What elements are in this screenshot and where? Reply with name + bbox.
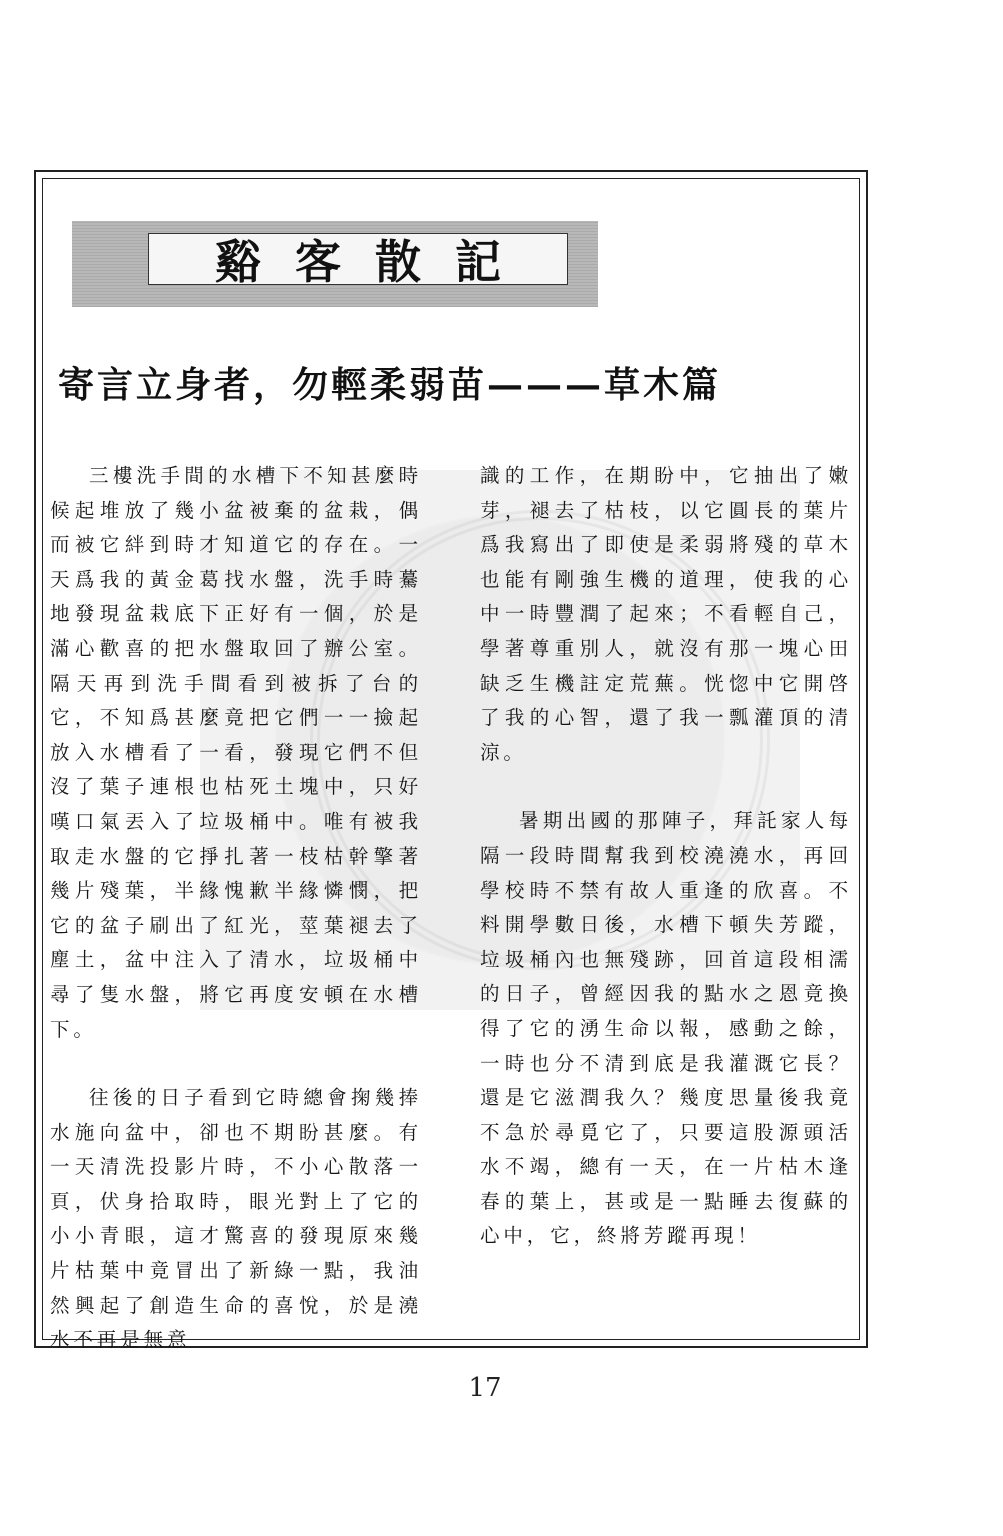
paragraph: 識的工作，在期盼中，它抽出了嫩芽，褪去了枯枝，以它圓長的葉片爲我寫出了即使是柔弱將殘的草木也能有剛強生機的道理，使我的心中一時豐潤了起來；不看輕自己，學著尊重別人，就沒有那一塊心田缺乏生機註定荒蕪。恍惚中它開啓了我的心智，還了我一瓢灌頂的清涼。 (480, 464, 852, 764)
page-number: 17 (468, 1373, 502, 1403)
article-title: 寄言立身者，勿輕柔弱苗———草木篇 (58, 364, 722, 406)
paragraph: 三樓洗手間的水槽下不知甚麼時候起堆放了幾小盆被棄的盆栽，偶而被它絆到時才知道它的存在。一天爲我的黃金葛找水盤，洗手時驀地發現盆栽底下正好有一個，於是滿心歡喜的把水盤取回了辦公室。隔天再到洗手間看到被拆了台的它，不知爲甚麼竟把它們一一撿起放入水槽看了一看，發現它們不但沒了葉子連根也枯死土塊中，只好嘆口氣丟入了垃圾桶中。唯有被我取走水盤的它掙扎著一枝枯幹擎著幾片殘葉，半緣愧歉半緣憐憫，把它的盆子刷出了紅光，莖葉褪去了塵土，盆中注入了清水，垃圾桶中尋了隻水盤，將它再度安頓在水槽下。 (50, 464, 422, 1041)
header-title-box (148, 233, 568, 289)
header-banner (72, 221, 598, 307)
text-column-right (480, 459, 852, 1254)
text-column-left (50, 459, 422, 1358)
paragraph: 往後的日子看到它時總會掬幾捧水施向盆中，卻也不期盼甚麼。有一天清洗投影片時，不小心散落一頁，伏身拾取時，眼光對上了它的小小青眼，這才驚喜的發現原來幾片枯葉中竟冒出了新綠一點，我油然興起了創造生命的喜悅，於是澆水不再是無意 (50, 1086, 422, 1352)
column-title: 谿客散記 (215, 235, 535, 289)
paragraph: 暑期出國的那陣子，拜託家人每隔一段時間幫我到校澆澆水，再回學校時不禁有故人重逢的欣喜。不料開學數日後，水槽下頓失芳蹤，垃圾桶內也無殘跡，回首這段相濡的日子，曾經因我的點水之恩竟換得了它的湧生命以報，感動之餘，一時也分不清到底是我灌溉它長？還是它滋潤我久？幾度思量後我竟不急於尋覓它了，只要這股源頭活水不竭，總有一天，在一片枯木逢春的葉上，甚或是一點睡去復蘇的心中，它，終將芳蹤再現！ (480, 809, 852, 1248)
